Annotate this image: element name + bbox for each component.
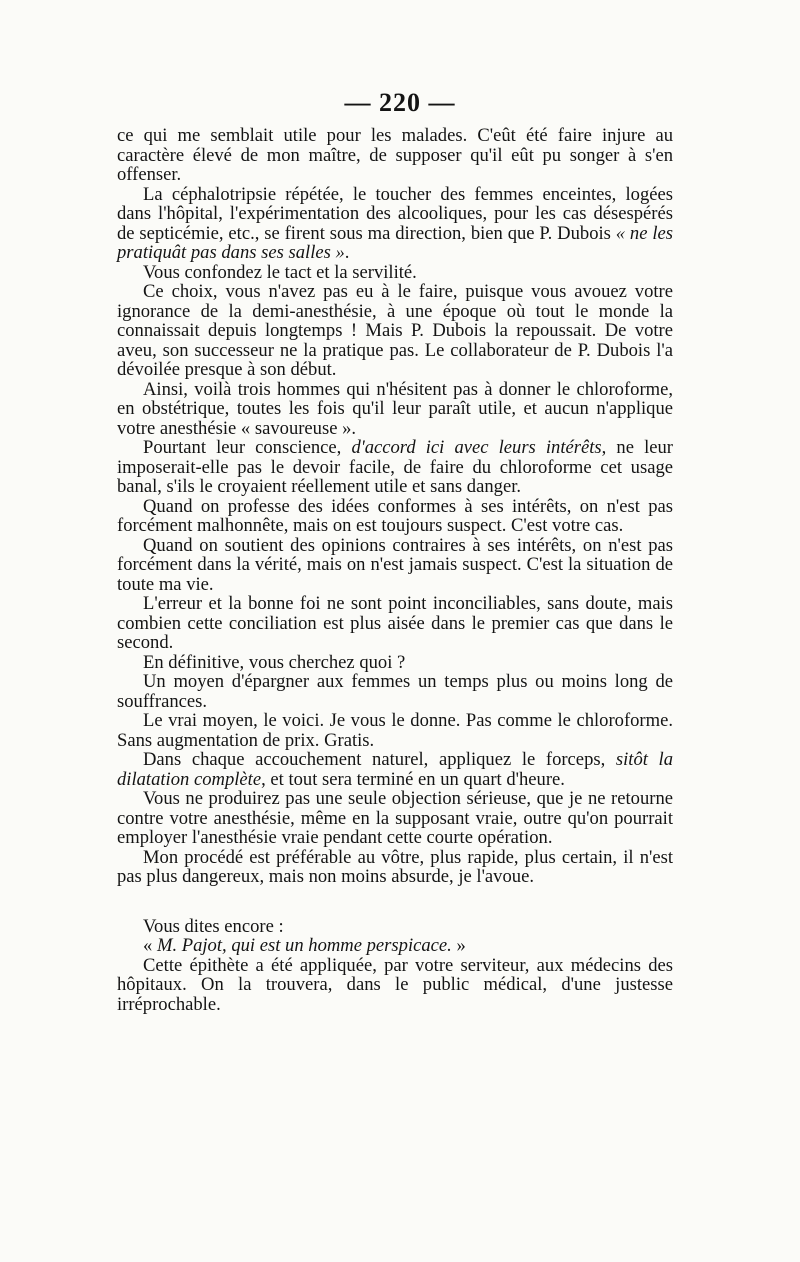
paragraph — [117, 536, 673, 595]
paragraph — [117, 848, 673, 887]
italic-text: « ne les pratiquât pas dans ses salles » — [117, 222, 673, 263]
text-segment: Vous ne produirez pas une seule objection sérieuse, que je ne retourne contre votre anesthésie, même en la supposant vraie, outre qu'on pourrait employer l'anesthésie vraie pendant cette courte opération. — [117, 788, 673, 848]
text-segment: Ainsi, voilà trois hommes qui n'hésitent pas à donner le chloroforme, en obstétrique, toutes les fois qu'il leur paraît utile, et aucun n'applique votre anesthésie « savoureuse ». — [117, 378, 673, 439]
text-segment: Vous confondez le tact et la servilité. — [143, 261, 417, 283]
text-segment: Dans chaque accouchement naturel, appliquez le forceps, — [143, 749, 616, 770]
paragraph — [117, 263, 673, 283]
text-segment: Quand on soutient des opinions contraires à ses intérêts, on n'est pas forcément dans la vérité, mais on n'est jamais suspect. C'est la situation de toute ma vie. — [117, 534, 673, 595]
paragraph — [117, 653, 673, 673]
italic-text: M. Pajot, qui est un homme perspicace. — [156, 935, 452, 956]
text-segment: La céphalotripsie répétée, le toucher des femmes enceintes, logées dans l'hôpital, l'expérimentation des alcooliques, pour les cas désespérés de septicémie, etc., se firent sous ma direction, bien que P. Dubois — [117, 183, 673, 244]
paragraph — [117, 380, 673, 439]
text-segment: Le vrai moyen, le voici. Je vous le donne. Pas comme le chloroforme. Sans augmentation de prix. Gratis. — [117, 710, 673, 751]
text-segment: Quand on professe des idées conformes à ses intérêts, on n'est pas forcément malhonnête, mais on est toujours suspect. C'est votre cas. — [117, 495, 673, 536]
text-segment: , ne leur imposerait-elle pas le devoir facile, de faire du chloroforme cet usage banal, s'ils le croyaient réellement utile et sans danger. — [117, 437, 673, 497]
page-number: — 220 — — [344, 88, 456, 117]
paragraph — [117, 672, 673, 711]
italic-text: d'accord ici avec leurs intérêts — [351, 437, 602, 458]
body-text — [117, 126, 673, 1014]
paragraph — [117, 936, 673, 956]
text-segment: , et tout sera terminé en un quart d'heure. — [261, 768, 565, 790]
text-segment: » — [451, 935, 466, 956]
paragraph — [117, 789, 673, 848]
paragraph — [117, 594, 673, 653]
text-segment: Pourtant leur conscience, — [143, 437, 352, 458]
text-segment: « — [143, 935, 157, 956]
paragraph — [117, 711, 673, 750]
paragraph — [117, 185, 673, 263]
text-segment: ce qui me semblait utile pour les malades. C'eût été faire injure au caractère élevé de mon maître, de supposer qu'il eût pu songer à s'en offenser. — [117, 125, 673, 185]
text-segment: Un moyen d'épargner aux femmes un temps plus ou moins long de souffrances. — [117, 671, 673, 712]
paragraph — [117, 497, 673, 536]
paragraph — [117, 956, 673, 1015]
text-segment: Vous dites encore : — [143, 915, 284, 937]
paragraph — [117, 917, 673, 937]
paragraph — [117, 282, 673, 380]
italic-text: sitôt la dilatation complète — [117, 749, 673, 790]
text-segment: Cette épithète a été appliquée, par votre serviteur, aux médecins des hôpitaux. On la trouvera, dans le public médical, d'une justesse irréprochable. — [117, 954, 673, 1015]
paragraph — [117, 438, 673, 497]
text-segment: L'erreur et la bonne foi ne sont point inconciliables, sans doute, mais combien cette conciliation est plus aisée dans le premier cas que dans le second. — [117, 593, 673, 653]
text-segment: En définitive, vous cherchez quoi ? — [143, 651, 406, 673]
text-segment: . — [344, 242, 350, 263]
text-segment: Ce choix, vous n'avez pas eu à le faire, puisque vous avouez votre ignorance de la demi-anesthésie, à une époque où tout le monde la connaissait depuis longtemps ! Mais P. Dubois la repoussait. De votre aveu, son successeur ne la pratique pas. Le collaborateur de P. Dubois l'a dévoilée presque à son début. — [117, 281, 673, 380]
text-segment: Mon procédé est préférable au vôtre, plus rapide, plus certain, il n'est pas plus dangereux, mais non moins absurde, je l'avoue. — [117, 846, 673, 887]
paragraph — [117, 126, 673, 185]
paragraph — [117, 750, 673, 789]
